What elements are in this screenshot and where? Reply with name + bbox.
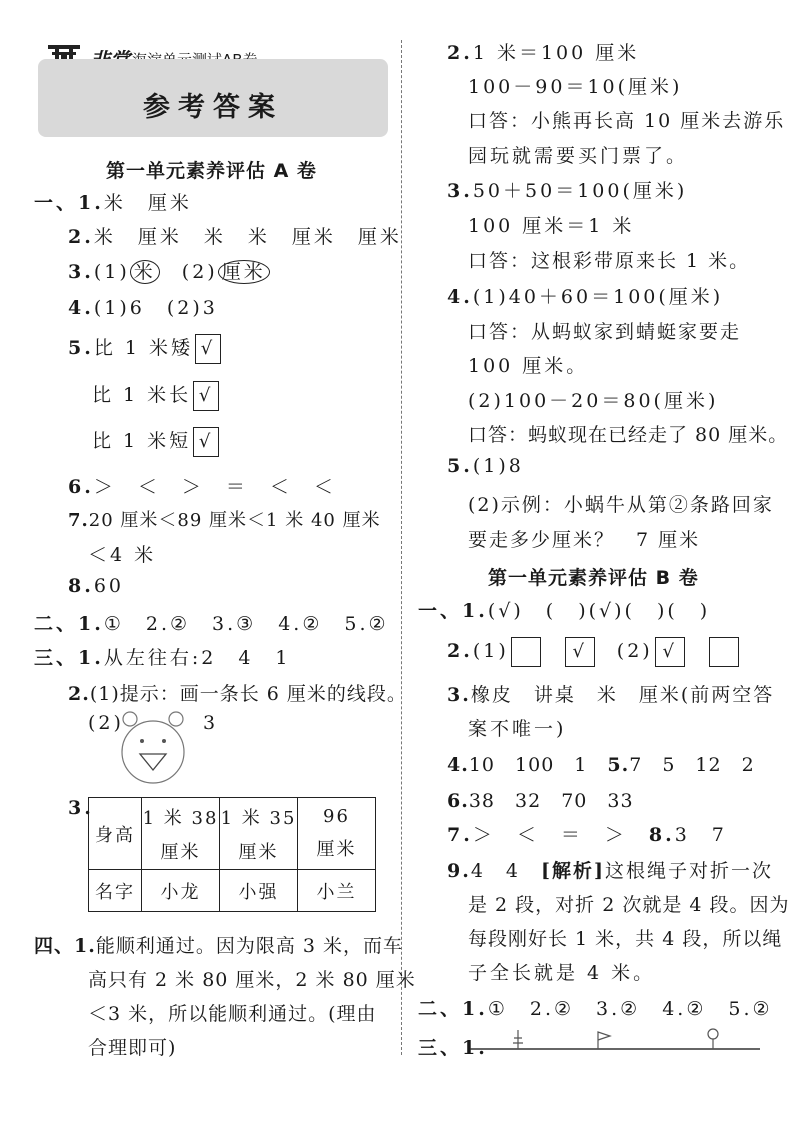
answer-text: 60 xyxy=(93,575,125,597)
q-number: 3. xyxy=(447,684,471,706)
table-cell: 小龙 xyxy=(142,870,220,912)
empty-box xyxy=(511,637,541,667)
right-q4-line2: 口答：从蚂蚁家到蜻蜓家要走 xyxy=(468,321,742,343)
left-q3-1 xyxy=(34,643,291,670)
table-cell: 96 厘米 xyxy=(298,798,376,870)
answer-text: 4 4 xyxy=(470,860,542,882)
q-number: 3. xyxy=(447,180,473,202)
answer-text: 1 米＝100 厘米 xyxy=(472,42,640,64)
right-b1-2 xyxy=(447,636,739,667)
right-q2-line4: 园玩就需要买门票了。 xyxy=(468,145,689,167)
left-q1-7-line2: ＜4 米 xyxy=(88,544,157,566)
table-cell: 小强 xyxy=(220,870,298,912)
answer-text: 38 32 70 33 xyxy=(468,790,634,812)
answer-text: (1)提示：画一条长 6 厘米的线段。 xyxy=(89,683,407,705)
table-cell: 1 米 38 厘米 xyxy=(142,798,220,870)
left-q4-line4: 合理即可) xyxy=(88,1037,177,1059)
answer-text: 50＋50＝100(厘米) xyxy=(472,180,688,202)
left-q1-5-row2 xyxy=(92,380,219,411)
table-cell: 小兰 xyxy=(298,870,376,912)
q-number: 一、1. xyxy=(34,192,104,214)
check-box: √ xyxy=(195,334,221,364)
answer-text: 3 7 xyxy=(674,824,727,846)
height-name-table xyxy=(88,797,376,912)
q-number: 8. xyxy=(648,824,675,846)
table-cell: 1 米 35 厘米 xyxy=(220,798,298,870)
left-q4-line3: ＜3 米，所以能顺利通过。(理由 xyxy=(88,1003,377,1025)
q-number: 4. xyxy=(447,286,473,308)
q-number: 7. xyxy=(68,510,89,531)
right-q3-line2: 100 厘米＝1 米 xyxy=(468,215,635,237)
compare-text: 比 1 米长 xyxy=(92,384,192,406)
check-box: √ xyxy=(193,381,219,411)
q-number: 6. xyxy=(68,476,94,498)
right-b1-3-line2: 案不唯一) xyxy=(468,718,567,740)
answer-text: 能顺利通过。因为限高 3 米，而车 xyxy=(95,935,404,957)
right-q2-line2: 100－90＝10(厘米) xyxy=(468,76,683,98)
q-number: 二、1. xyxy=(34,613,104,635)
part-label: (1) xyxy=(93,261,130,283)
answer-text: 20 厘米＜89 厘米＜1 米 40 厘米 xyxy=(88,510,381,531)
q-number: 4. xyxy=(68,297,94,319)
left-q1-2 xyxy=(68,222,402,249)
q-number: 2. xyxy=(447,640,473,662)
q-number: 2. xyxy=(68,683,90,705)
answer-text: (1)40＋60＝100(厘米) xyxy=(472,286,724,308)
answer-text: (√) ( )(√)( )( ) xyxy=(487,600,711,622)
answer-text: 米 厘米 米 米 厘米 厘米 xyxy=(93,226,402,248)
analysis-tag: [解析] xyxy=(541,860,606,882)
bear-face-icon xyxy=(118,708,188,788)
answer-text: 橡皮 讲桌 米 厘米(前两空答 xyxy=(470,684,775,706)
circled-answer: 厘米 xyxy=(218,260,270,284)
left-q1-6 xyxy=(68,472,336,499)
answer-text: 这根绳子对折一次 xyxy=(605,860,774,882)
right-b1-7 xyxy=(447,820,727,847)
q-number: 5. xyxy=(607,754,630,776)
q-number: 8. xyxy=(68,575,94,597)
q-number: 2. xyxy=(68,226,94,248)
q-number: 6. xyxy=(447,790,469,812)
q-number: 9. xyxy=(447,860,471,882)
right-q5-line2: (2)示例：小蜗牛从第②条路回家 xyxy=(468,494,774,516)
answer-text: 从左往右:2 4 1 xyxy=(103,647,291,669)
right-q5-line3: 要走多少厘米？ 7 厘米 xyxy=(468,529,701,551)
left-q1-8 xyxy=(68,575,124,597)
answer-text: ＞ ＜ ＝ ＞ xyxy=(472,824,627,846)
q-number: 2. xyxy=(447,42,473,64)
q-number: 3. xyxy=(68,261,94,283)
q-number: 三、1. xyxy=(34,647,104,669)
section-title-b: 第一单元素养评估 B 卷 xyxy=(488,567,699,589)
left-q3-2-answer: 3 xyxy=(203,712,219,734)
table-row-head: 身高 xyxy=(89,798,142,870)
left-q4-line1 xyxy=(34,931,403,958)
empty-box xyxy=(709,637,739,667)
right-q4-line5: 口答：蚂蚁现在已经走了 80 厘米。 xyxy=(468,424,789,446)
q-number: 二、1. xyxy=(418,998,488,1020)
q-number: 5. xyxy=(68,337,94,359)
left-q1-4 xyxy=(68,293,218,320)
right-b1-9-line2: 是 2 段，对折 2 次就是 4 段。因为 xyxy=(468,894,790,916)
check-box: √ xyxy=(655,637,685,667)
right-b1-9-line3: 每段刚好长 1 米，共 4 段，所以绳 xyxy=(468,928,783,950)
left-q1-5-row3 xyxy=(92,426,219,457)
bear-face-drawing xyxy=(118,708,188,788)
right-q3-line1 xyxy=(447,176,687,203)
banner-title: 参考答案 xyxy=(143,92,283,123)
answer-text: ＞ ＜ ＞ ＝ ＜ ＜ xyxy=(93,476,336,498)
check-box: √ xyxy=(193,427,219,457)
column-divider xyxy=(401,40,402,1055)
section-title-a: 第一单元素养评估 A 卷 xyxy=(106,160,317,182)
left-q4-line2: 高只有 2 米 80 厘米，2 米 80 厘米 xyxy=(88,969,416,991)
table-row-head: 名字 xyxy=(89,870,142,912)
right-q4-line4: (2)100－20＝80(厘米) xyxy=(468,390,719,412)
compare-text: 比 1 米矮 xyxy=(93,337,194,359)
left-q1-1 xyxy=(34,188,192,215)
right-b1-9-line1 xyxy=(447,856,773,883)
left-q1-5-row1 xyxy=(68,333,221,364)
line-figure-drawing xyxy=(466,1024,766,1054)
left-q1-3 xyxy=(68,257,270,284)
part-label: (1) xyxy=(472,640,509,662)
answer-text: ① 2.② 3.② 4.② 5.② xyxy=(487,998,773,1020)
left-q3-2-sub: (2) xyxy=(88,712,124,734)
compare-text: 比 1 米短 xyxy=(92,430,192,452)
answer-banner xyxy=(38,59,388,137)
right-q3-line3: 口答：这根彩带原来长 1 米。 xyxy=(468,250,751,272)
right-b1-9-line4: 子全长就是 4 米。 xyxy=(468,962,656,984)
left-q2 xyxy=(34,609,389,636)
q-number: 5. xyxy=(447,455,473,477)
left-q3-2 xyxy=(68,679,407,706)
circled-answer: 米 xyxy=(130,260,160,284)
line-with-markers-icon xyxy=(466,1024,766,1054)
q-number: 4. xyxy=(447,754,469,776)
right-b1-3-line1 xyxy=(447,680,774,707)
answer-text: 7 5 12 2 xyxy=(629,754,755,776)
answer-text: (1)8 xyxy=(472,455,524,477)
right-b1-4 xyxy=(447,750,755,777)
part-label: (2) xyxy=(181,261,218,283)
q-number: 一、1. xyxy=(418,600,488,622)
right-q2-line3: 口答：小熊再长高 10 厘米去游乐 xyxy=(468,110,786,132)
q-number: 7. xyxy=(447,824,473,846)
answer-text: ① 2.② 3.③ 4.② 5.② xyxy=(103,613,389,635)
right-b1-6 xyxy=(447,786,634,813)
answer-text: (1)6 (2)3 xyxy=(93,297,218,319)
right-b2 xyxy=(418,994,773,1021)
right-q5-line1 xyxy=(447,455,524,477)
answer-text: 10 100 1 xyxy=(468,754,588,776)
q-number: 三、1. xyxy=(418,1037,488,1059)
right-q4-line1 xyxy=(447,282,723,309)
check-box: √ xyxy=(565,637,595,667)
q-number: 四、1. xyxy=(34,935,96,957)
right-q2-line1 xyxy=(447,38,639,65)
left-q3-3-num: 3. xyxy=(68,797,94,819)
left-q1-7 xyxy=(68,506,381,532)
part-label: (2) xyxy=(616,640,653,662)
right-q4-line3: 100 厘米。 xyxy=(468,355,589,377)
right-b1-1 xyxy=(418,596,710,623)
answer-text: 米 厘米 xyxy=(103,192,192,214)
